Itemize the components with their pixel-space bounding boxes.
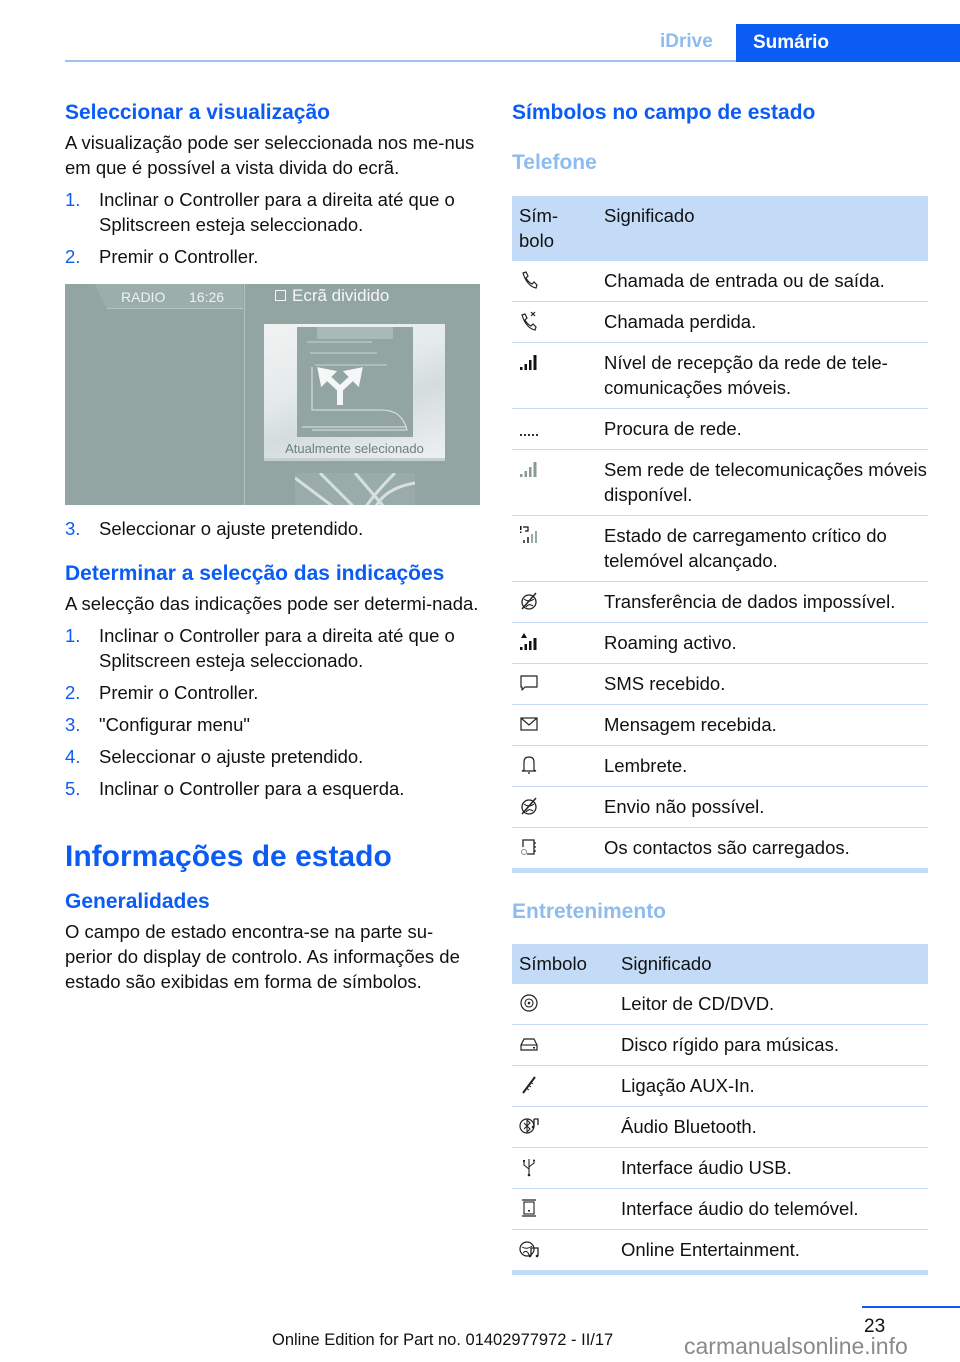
right-column <box>512 100 928 1275</box>
fork-arrow-icon <box>297 327 413 437</box>
steps-indications <box>65 623 480 801</box>
figure-radio-label: RADIO <box>121 289 166 305</box>
figure-clock: 16:26 <box>189 289 225 305</box>
footer-rule <box>862 1306 960 1308</box>
step-item: 3. Seleccionar o ajuste pretendido. <box>65 518 364 539</box>
bell-icon <box>519 755 539 775</box>
section-title-general: Generalidades <box>65 890 210 913</box>
bluetooth-audio-icon <box>519 1116 539 1136</box>
table-row: Leitor de CD/DVD. <box>512 984 928 1025</box>
chapter-title-status-info: Informações de estado <box>65 840 392 873</box>
table-row: Roaming activo. <box>512 623 928 664</box>
no-network-icon <box>519 459 539 479</box>
steps-select-view-continued <box>65 516 480 541</box>
header-active-tab <box>736 24 960 62</box>
data-unavailable-icon <box>519 591 539 611</box>
cd-dvd-icon <box>519 993 539 1013</box>
table-row: Chamada de entrada ou de saída. <box>512 261 928 302</box>
section-intro-select-view: A visualização pode ser seleccionada nos me-nus em que é possível a vista divida do ecrã. <box>65 132 475 178</box>
contacts-loading-icon <box>519 837 539 857</box>
subsection-title-entretenimento: Entretenimento <box>512 900 667 923</box>
phone-call-icon <box>519 270 539 290</box>
network-search-icon <box>519 418 539 438</box>
map-thumbnail <box>295 473 415 505</box>
entertainment-symbols-table <box>512 944 928 1275</box>
table-row: Ligação AUX-In. <box>512 1066 928 1107</box>
column-header-meaning: Significado <box>597 196 928 261</box>
table-row: Interface áudio USB. <box>512 1148 928 1189</box>
section-title-status-symbols: Símbolos no campo de estado <box>512 101 816 124</box>
table-row: Mensagem recebida. <box>512 705 928 746</box>
telefone-symbols-table <box>512 196 928 873</box>
column-header-meaning: Significado <box>614 944 928 984</box>
aux-in-icon <box>519 1075 539 1095</box>
step-item: 2. Premir o Controller. <box>65 246 259 267</box>
table-row: Os contactos são carregados. <box>512 828 928 871</box>
table-row: Áudio Bluetooth. <box>512 1107 928 1148</box>
figure-selected-card <box>264 324 445 461</box>
send-unavailable-icon <box>519 796 539 816</box>
header-section-label: iDrive <box>660 31 713 52</box>
table-header-row <box>512 196 928 261</box>
table-row: Interface áudio do telemóvel. <box>512 1189 928 1230</box>
section-title-select-view: Seleccionar a visualização <box>65 101 330 124</box>
watermark: carmanualsonline.info <box>684 1333 908 1359</box>
table-row: Envio não possível. <box>512 787 928 828</box>
phone-audio-icon <box>519 1198 539 1218</box>
table-header-row <box>512 944 928 984</box>
header-rule <box>65 60 737 62</box>
step-item: 1. Inclinar o Controller para a direita até que o Splitscreen esteja seleccionado. <box>65 189 455 235</box>
step-item: 3. "Configurar menu" <box>65 714 250 735</box>
step-item: 5. Inclinar o Controller para a esquerda. <box>65 778 405 799</box>
table-row: Estado de carregamento crítico do telemóvel alcançado. <box>512 516 928 582</box>
envelope-icon <box>519 714 539 734</box>
checkbox-icon <box>275 290 286 301</box>
left-column <box>65 100 480 994</box>
step-item: 4. Seleccionar o ajuste pretendido. <box>65 746 364 767</box>
splitscreen-screenshot <box>65 284 480 505</box>
table-row: Sem rede de telecomunicações móveis disponível. <box>512 450 928 516</box>
figure-split-title: Ecrã dividido <box>275 286 389 306</box>
section-intro-indications: A selecção das indicações pode ser determi-nada. <box>65 593 479 614</box>
section-body-general: O campo de estado encontra-se na parte su-perior do display de controlo. As informações de estado são exibidas em forma de símbolos. <box>65 921 460 992</box>
figure-card-label: Atualmente selecionado <box>285 441 424 456</box>
column-header-symbol: Sím-bolo <box>512 196 597 261</box>
table-row: Chamada perdida. <box>512 302 928 343</box>
online-entertainment-icon <box>519 1239 539 1259</box>
table-row: Disco rígido para músicas. <box>512 1025 928 1066</box>
edition-note: Online Edition for Part no. 01402977972 - II/17 <box>272 1331 614 1349</box>
table-row: Online Entertainment. <box>512 1230 928 1273</box>
table-row: Nível de recepção da rede de tele-comunicações móveis. <box>512 343 928 409</box>
signal-strength-icon <box>519 352 539 372</box>
table-row: Transferência de dados impossível. <box>512 582 928 623</box>
hard-disk-icon <box>519 1034 539 1054</box>
column-header-symbol: Símbolo <box>512 944 614 984</box>
roaming-icon <box>519 632 539 652</box>
missed-call-icon <box>519 311 539 331</box>
sms-icon <box>519 673 539 693</box>
low-battery-signal-icon <box>519 525 539 545</box>
table-row: Lembrete. <box>512 746 928 787</box>
usb-icon <box>519 1157 539 1177</box>
navigation-preview <box>297 327 413 437</box>
table-row: SMS recebido. <box>512 664 928 705</box>
section-title-indications: Determinar a selecção das indicações <box>65 562 445 585</box>
subsection-title-telefone: Telefone <box>512 151 597 174</box>
step-item: 1. Inclinar o Controller para a direita até que o Splitscreen esteja seleccionado. <box>65 625 455 671</box>
step-item: 2. Premir o Controller. <box>65 682 259 703</box>
page-number: 23 <box>864 1316 886 1337</box>
table-row: Procura de rede. <box>512 409 928 450</box>
figure-split-divider <box>244 284 245 505</box>
header-active-tab-label: Sumário <box>753 32 830 53</box>
steps-select-view <box>65 187 480 269</box>
